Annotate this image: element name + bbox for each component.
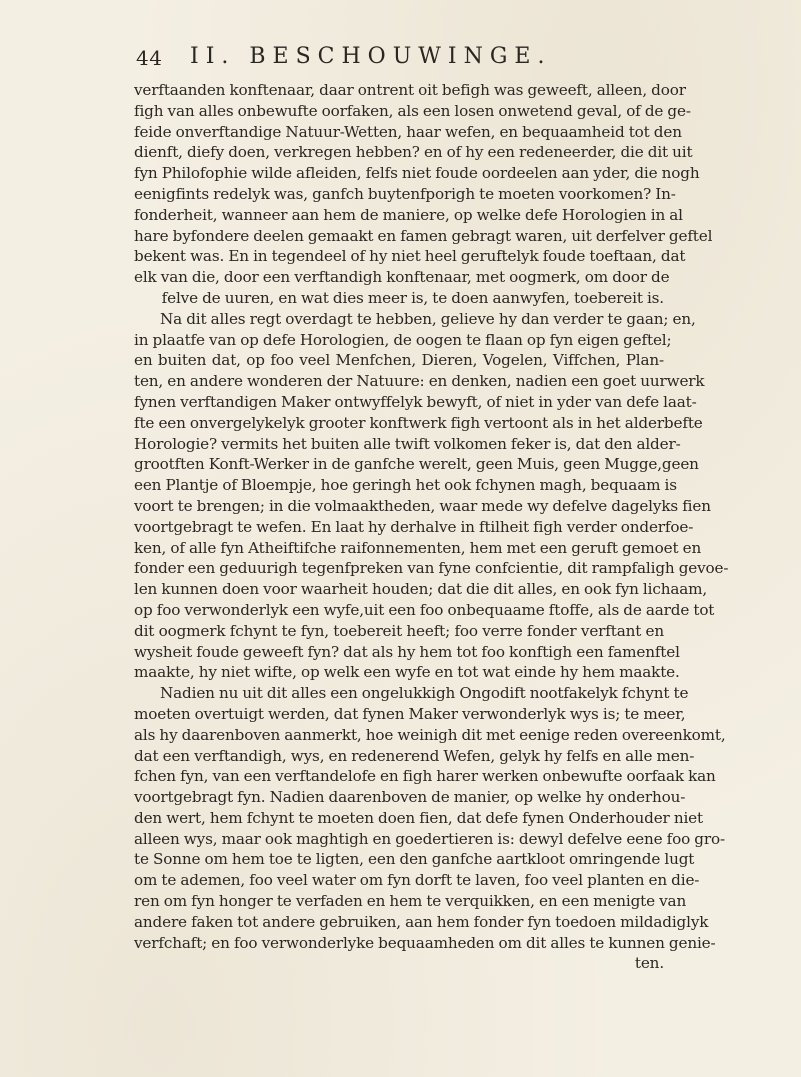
text-line: dit oogmerk fchynt te fyn, toebereit heeft; foo verre fonder verftant en xyxy=(134,621,664,640)
text-line: felve de uuren, en wat dies meer is, te doen aanwyfen, toebereit is. xyxy=(161,288,664,307)
text-line: voortgebragt fyn. Nadien daarenboven de manier, op welke hy onderhou- xyxy=(134,788,686,807)
text-line: fte een onvergelykelyk grooter konftwerk figh vertoont als in het alderbefte xyxy=(134,413,703,432)
text-line: maakte, hy niet wifte, op welk een wyfe en tot wat einde hy hem maakte. xyxy=(134,663,680,682)
text-line: alleen wys, maar ook maghtigh en goedertieren is: dewyl defelve eene foo gro- xyxy=(134,829,725,848)
text-line: figh van alles onbewufte oorfaken, als een losen onwetend geval, of de ge- xyxy=(134,101,691,120)
text-line: hare byfondere deelen gemaakt en famen gebragt waren, uit derfelver geftel xyxy=(134,226,713,245)
text-line: dat een verftandigh, wys, en redenerend Wefen, gelyk hy felfs en alle men- xyxy=(134,746,695,765)
text-line: op foo verwonderlyk een wyfe,uit een foo onbequaame ftoffe, als de aarde tot xyxy=(134,600,715,619)
text-line: den wert, hem fchynt te moeten doen fien, dat defe fynen Onderhouder niet xyxy=(134,808,703,827)
text-line: fonderheit, wanneer aan hem de maniere, op welke defe Horologien in al xyxy=(134,205,683,224)
text-line: een Plantje of Bloempje, hoe geringh het ook fchynen magh, bequaam is xyxy=(134,476,677,495)
text-line: fonder een geduurigh tegenfpreken van fyne confcientie, dit rampfaligh gevoe- xyxy=(134,559,729,578)
text-line: bekent was. En in tegendeel of hy niet heel geruftelyk foude toeftaan, dat xyxy=(134,247,686,266)
text-line: dienft, diefy doen, verkregen hebben? en of hy een redeneerder, die dit uit xyxy=(134,143,693,162)
text-line: en buiten dat, op foo veel Menfchen, Dieren, Vogelen, Viffchen, Plan- xyxy=(134,351,664,370)
text-line: grootften Konft-Werker in de ganfche werelt, geen Muis, geen Mugge,geen xyxy=(134,455,699,474)
page-header xyxy=(136,44,656,74)
text-line: ten. xyxy=(634,954,664,973)
text-line: verfchaft; en foo verwonderlyke bequaamheden om dit alles te kunnen genie- xyxy=(134,933,716,952)
text-line: fynen verftandigen Maker ontwyffelyk bewyft, of niet in yder van defe laat- xyxy=(134,392,697,411)
text-line: eenigfints redelyk was, ganfch buytenfporigh te moeten voorkomen? In- xyxy=(134,184,676,203)
text-line: in plaatfe van op defe Horologien, de oogen te flaan op fyn eigen geftel; xyxy=(134,330,672,349)
text-line: voort te brengen; in die volmaaktheden, waar mede wy defelve dagelyks fien xyxy=(134,496,711,515)
page-number: 44 xyxy=(136,46,163,70)
text-line: Horologie? vermits het buiten alle twift volkomen feker is, dat den alder- xyxy=(134,434,681,453)
text-line: ten, en andere wonderen der Natuure: en denken, nadien een goet uurwerk xyxy=(134,372,705,391)
text-line: Nadien nu uit dit alles een ongelukkigh Ongodift nootfakelyk fchynt te xyxy=(160,684,689,703)
text-line: andere faken tot andere gebruiken, aan hem fonder fyn toedoen mildadiglyk xyxy=(134,912,709,931)
text-line: te Sonne om hem toe te ligten, een den ganfche aartkloot omringende lugt xyxy=(134,850,695,869)
text-line: feide onverftandige Natuur-Wetten, haar wefen, en bequaamheid tot den xyxy=(134,122,682,141)
text-line: fyn Philofophie wilde afleiden, felfs niet foude oordeelen aan yder, die nogh xyxy=(134,164,700,183)
text-line: voortgebragt te wefen. En laat hy derhalve in ftilheit figh verder onderfoe- xyxy=(134,517,694,536)
text-line: Na dit alles regt overdagt te hebben, gelieve hy dan verder te gaan; en, xyxy=(160,309,696,328)
text-line: fchen fyn, van een verftandelofe en figh harer werken onbewufte oorfaak kan xyxy=(134,767,716,786)
text-line: len kunnen doen voor waarheit houden; dat die dit alles, en ook fyn lichaam, xyxy=(134,580,708,599)
text-line: moeten overtuigt werden, dat fynen Maker verwonderlyk wys is; te meer, xyxy=(134,704,686,723)
text-line: als hy daarenboven aanmerkt, hoe weinigh dit met eenige reden overeenkomt, xyxy=(134,725,726,744)
text-line: om te ademen, foo veel water om fyn dorft te laven, foo veel planten en die- xyxy=(134,871,700,890)
running-title: II. BESCHOUWINGE. xyxy=(190,44,552,69)
text-line: ken, of alle fyn Atheiftifche raifonnementen, hem met een geruft gemoet en xyxy=(134,538,702,557)
text-line: elk van die, door een verftandigh konftenaar, met oogmerk, om door de xyxy=(134,268,670,287)
text-line: wysheit foude geweeft fyn? dat als hy hem tot foo konftigh een famenftel xyxy=(134,642,680,661)
text-line: ren om fyn honger te verfaden en hem te verquikken, en een menigte van xyxy=(134,892,687,911)
body-text xyxy=(134,80,729,974)
text-line: verftaanden konftenaar, daar ontrent oit befigh was geweeft, alleen, door xyxy=(134,81,686,99)
